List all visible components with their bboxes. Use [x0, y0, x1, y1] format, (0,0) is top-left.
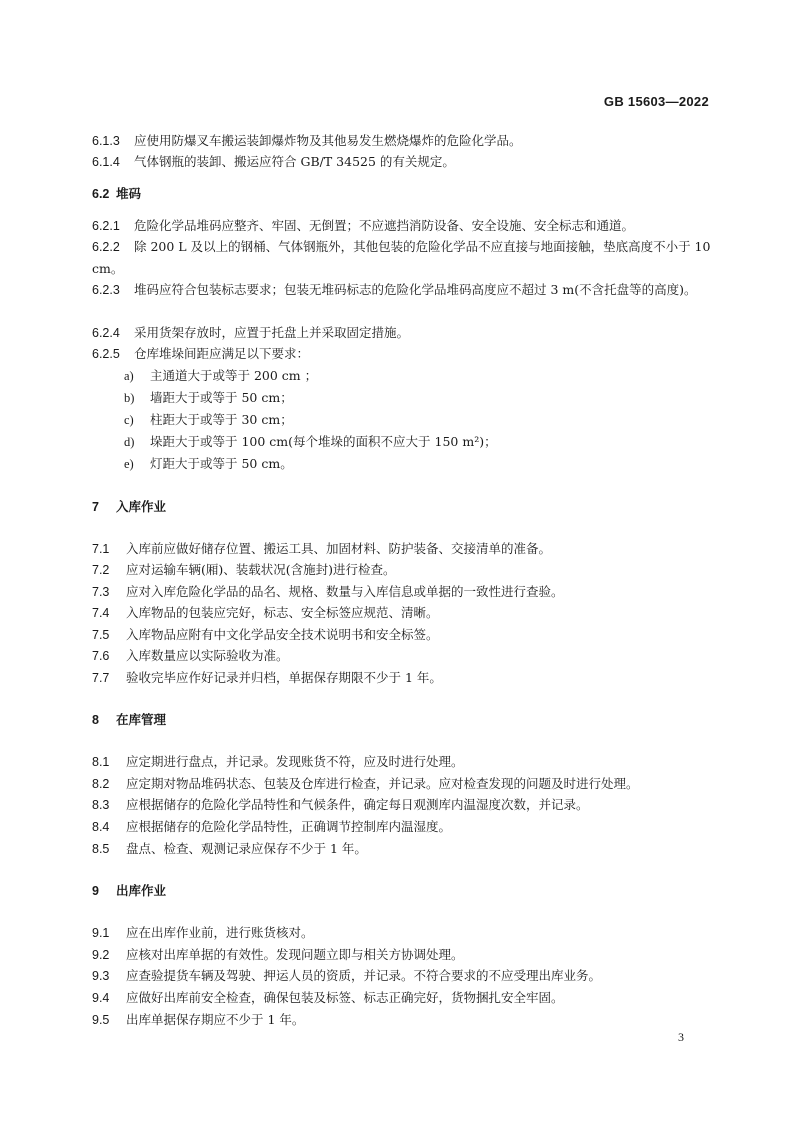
section-heading-7 — [92, 496, 712, 518]
clause-text: 应定期对物品堆码状态、包装及仓库进行检查，并记录。应对检查发现的问题及时进行处理。 — [126, 776, 639, 791]
clause-text: 应使用防爆叉车搬运装卸爆炸物及其他易发生燃烧爆炸的危险化学品。 — [134, 133, 522, 148]
clause-text: 应在出库作业前，进行账货核对。 — [126, 925, 314, 940]
section-title: 堆码 — [116, 186, 142, 201]
section-title: 出库作业 — [116, 883, 167, 898]
list-item-e — [124, 453, 684, 475]
section-title: 入库作业 — [116, 499, 167, 514]
list-item-b — [124, 387, 684, 409]
list-item-c — [124, 409, 684, 431]
clause-number: 7.4 — [92, 606, 110, 620]
clause-number: 9.3 — [92, 969, 110, 983]
clause-6-2-2 — [92, 236, 712, 279]
section-number: 6.2 — [92, 187, 110, 201]
clause-9-3 — [92, 965, 712, 987]
clause-8-1 — [92, 751, 712, 773]
clause-text: 入库数量应以实际验收为准。 — [126, 648, 289, 663]
clause-text: 验收完毕应作好记录并归档，单据保存期限不少于 1 年。 — [126, 670, 442, 685]
clause-text: 气体钢瓶的装卸、搬运应符合 GB/T 34525 的有关规定。 — [134, 154, 455, 169]
clause-number: 6.1.3 — [92, 134, 120, 148]
clause-text: 应对运输车辆(厢)、装载状况(含施封)进行检查。 — [126, 562, 396, 577]
clause-number: 7.6 — [92, 649, 110, 663]
clause-7-1 — [92, 538, 712, 560]
clause-8-5 — [92, 838, 712, 860]
clause-number: 6.1.4 — [92, 155, 120, 169]
list-marker: d) — [124, 435, 135, 449]
list-marker: e) — [124, 457, 134, 471]
clause-6-2-3 — [92, 279, 712, 301]
list-text: 垛距大于或等于 100 cm(每个堆垛的面积不应大于 150 m²)； — [150, 434, 497, 449]
clause-7-5 — [92, 624, 712, 646]
clause-number: 8.2 — [92, 777, 110, 791]
clause-number: 6.2.1 — [92, 219, 120, 233]
section-heading-6-2 — [92, 183, 712, 205]
clause-6-2-1 — [92, 215, 712, 237]
clause-text: 应核对出库单据的有效性。发现问题立即与相关方协调处理。 — [126, 947, 464, 962]
clause-number: 8.1 — [92, 755, 110, 769]
clause-number: 9.1 — [92, 926, 110, 940]
section-number: 9 — [92, 884, 99, 898]
clause-number: 7.1 — [92, 542, 110, 556]
clause-number: 9.2 — [92, 948, 110, 962]
clause-number: 6.2.4 — [92, 326, 120, 340]
list-text: 柱距大于或等于 30 cm； — [150, 412, 293, 427]
clause-text: 应做好出库前安全检查，确保包装及标签、标志正确完好，货物捆扎安全牢固。 — [126, 990, 564, 1005]
clause-text: 入库前应做好储存位置、搬运工具、加固材料、防护装备、交接清单的准备。 — [126, 541, 552, 556]
standard-number: GB 15603—2022 — [603, 94, 709, 109]
clause-number: 6.2.5 — [92, 347, 120, 361]
clause-7-6 — [92, 645, 712, 667]
clause-text: 出库单据保存期应不少于 1 年。 — [126, 1012, 305, 1027]
clause-7-2 — [92, 559, 712, 581]
clause-9-1 — [92, 922, 712, 944]
list-text: 灯距大于或等于 50 cm。 — [150, 456, 293, 471]
clause-text: 仓库堆垛间距应满足以下要求： — [134, 346, 310, 361]
clause-number: 7.3 — [92, 585, 110, 599]
clause-6-1-4 — [92, 151, 712, 173]
clause-number: 7.5 — [92, 628, 110, 642]
clause-text: 应查验提货车辆及驾驶、押运人员的资质，并记录。不符合要求的不应受理出库业务。 — [126, 968, 602, 983]
section-number: 7 — [92, 500, 99, 514]
clause-text: 入库物品的包装应完好，标志、安全标签应规范、清晰。 — [126, 605, 439, 620]
clause-8-4 — [92, 816, 712, 838]
clause-number: 8.5 — [92, 842, 110, 856]
clause-text: 应定期进行盘点，并记录。发现账货不符，应及时进行处理。 — [126, 754, 464, 769]
clause-9-2 — [92, 944, 712, 966]
clause-6-2-5 — [92, 343, 712, 365]
clause-text: 危险化学品堆码应整齐、牢固、无倒置；不应遮挡消防设备、安全设施、安全标志和通道。 — [134, 218, 635, 233]
clause-7-3 — [92, 581, 712, 603]
clause-number: 6.2.2 — [92, 240, 120, 254]
clause-text: 采用货架存放时，应置于托盘上并采取固定措施。 — [134, 325, 410, 340]
clause-number: 9.5 — [92, 1013, 110, 1027]
clause-text: 入库物品应附有中文化学品安全技术说明书和安全标签。 — [126, 627, 439, 642]
clause-text: 应根据储存的危险化学品特性，正确调节控制库内温湿度。 — [126, 819, 452, 834]
section-heading-8 — [92, 709, 712, 731]
list-text: 墙距大于或等于 50 cm； — [150, 390, 293, 405]
clause-number: 9.4 — [92, 991, 110, 1005]
clause-number: 7.7 — [92, 671, 110, 685]
clause-6-2-4 — [92, 322, 712, 344]
list-text: 主通道大于或等于 200 cm ； — [150, 368, 318, 383]
page-number: 3 — [678, 1030, 684, 1044]
list-marker: b) — [124, 391, 135, 405]
list-marker: c) — [124, 413, 134, 427]
section-number: 8 — [92, 713, 99, 727]
clause-7-7 — [92, 667, 712, 689]
clause-text: 除 200 L 及以上的钢桶、气体钢瓶外，其他包装的危险化学品不应直接与地面接触，垫底高度不小于 10 cm。 — [92, 239, 711, 276]
clause-6-1-3 — [92, 130, 712, 152]
section-title: 在库管理 — [116, 712, 167, 727]
clause-number: 8.4 — [92, 820, 110, 834]
clause-number: 7.2 — [92, 563, 110, 577]
clause-text: 盘点、检查、观测记录应保存不少于 1 年。 — [126, 841, 367, 856]
clause-text: 应根据储存的危险化学品特性和气候条件，确定每日观测库内温湿度次数，并记录。 — [126, 797, 589, 812]
list-marker: a) — [124, 369, 134, 383]
clause-8-3 — [92, 794, 712, 816]
clause-text: 堆码应符合包装标志要求；包装无堆码标志的危险化学品堆码高度应不超过 3 m(不含托盘等的高度)。 — [134, 282, 697, 297]
clause-7-4 — [92, 602, 712, 624]
clause-9-4 — [92, 987, 712, 1009]
clause-text: 应对入库危险化学品的品名、规格、数量与入库信息或单据的一致性进行查验。 — [126, 584, 564, 599]
clause-9-5 — [92, 1009, 712, 1031]
section-heading-9 — [92, 880, 712, 902]
clause-number: 6.2.3 — [92, 283, 120, 297]
list-item-d — [124, 431, 684, 453]
list-item-a — [124, 365, 684, 387]
clause-8-2 — [92, 773, 712, 795]
clause-number: 8.3 — [92, 798, 110, 812]
